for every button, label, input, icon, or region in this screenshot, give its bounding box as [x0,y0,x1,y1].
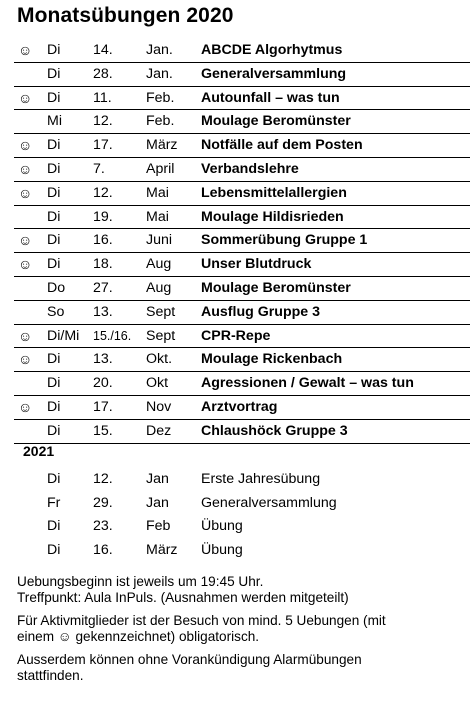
schedule-2021-table [14,468,470,562]
row-event: Sommerübung Gruppe 1 [201,232,368,249]
row-day: Fr [47,494,61,511]
table-row [14,515,470,539]
row-month: Nov [146,398,172,415]
row-date: 16. [93,232,113,249]
row-date: 29. [93,494,113,511]
row-event: Erste Jahresübung [201,471,321,487]
row-event: Übung [201,541,243,558]
row-date: 12. [93,184,113,201]
row-event: Arztvortrag [201,398,278,415]
table-row [14,277,470,301]
row-day: Di [47,541,61,558]
row-event: Moulage Beromünster [201,113,351,130]
table-row [14,325,470,349]
table-row [14,372,470,396]
row-day: Di [47,89,61,106]
note-obligation-line-2: einem ☺ gekennzeichnet) obligatorisch. [17,629,260,644]
row-day: Di [47,208,61,225]
table-row [14,468,470,492]
table-row [14,63,470,87]
note-obligation-line-1: Für Aktivmitglieder ist der Besuch von mind. 5 Uebungen (mit [17,613,386,628]
smiley-icon: ☺ [18,256,33,273]
row-day: Di [47,471,61,487]
row-day: Di [47,65,61,82]
row-date: 7. [93,160,105,177]
note-alarm-line-2: stattfinden. [17,668,84,683]
table-row [14,87,470,111]
smiley-icon: ☺ [18,232,33,249]
table-row [14,396,470,420]
row-date: 16. [93,541,113,558]
row-date: 15./16. [93,328,132,343]
row-month: Jan [146,494,169,511]
row-month: Feb. [146,113,175,130]
row-date: 28. [93,65,113,82]
row-day: Do [47,279,66,296]
row-month: Mai [146,184,169,201]
note-meeting-point: Treffpunkt: Aula InPuls. (Ausnahmen werden mitgeteilt) [17,590,349,605]
row-event: Moulage Beromünster [201,279,351,296]
row-day: Di [47,42,61,58]
row-event: Lebensmittelallergien [201,184,347,201]
row-date: 13. [93,351,113,368]
row-date: 14. [93,42,113,58]
table-row [14,158,470,182]
row-date: 13. [93,303,113,320]
row-month: Okt [146,375,169,392]
row-event: Generalversammlung [201,65,347,82]
row-event: Moulage Hildisrieden [201,208,344,225]
table-row [14,492,470,516]
row-day: Di [47,518,61,534]
smiley-icon: ☺ [18,398,33,415]
row-month: Jan [146,471,169,487]
row-event: Notfälle auf dem Posten [201,137,363,154]
row-day: Di [47,375,61,392]
row-date: 17. [93,137,113,154]
table-row [14,206,470,230]
row-date: 11. [93,89,112,106]
row-day: So [47,303,65,320]
row-event: Übung [201,518,243,534]
row-event: CPR-Repe [201,327,271,344]
row-day: Di [47,160,61,177]
table-row [14,348,470,372]
table-row [14,253,470,277]
row-event: ABCDE Algorhytmus [201,42,343,58]
smiley-icon: ☺ [18,327,33,344]
row-event: Chlaushöck Gruppe 3 [201,422,348,439]
notes-section [17,574,462,684]
row-day: Di [47,232,61,249]
row-month: Dez [146,422,172,439]
row-event: Ausflug Gruppe 3 [201,303,321,320]
note-start-time: Uebungsbeginn ist jeweils um 19:45 Uhr. [17,574,264,589]
smiley-icon: ☺ [18,42,33,58]
table-row [14,39,470,63]
row-day: Di [47,184,61,201]
row-day: Di [47,398,61,415]
row-event: Generalversammlung [201,494,337,511]
row-month: Jan. [146,65,173,82]
row-day: Di [47,351,61,368]
table-row [14,420,470,444]
notes-paragraph-alarm [17,652,462,684]
table-row [14,301,470,325]
table-row [14,182,470,206]
row-month: Aug [146,279,172,296]
row-day: Di [47,256,61,273]
page-title: Monatsübungen 2020 [17,4,234,27]
row-event: Unser Blutdruck [201,256,312,273]
row-month: März [146,137,178,154]
row-event: Agressionen / Gewalt – was tun [201,375,414,392]
smiley-icon: ☺ [18,351,33,368]
row-day: Di [47,137,61,154]
row-date: 18. [93,256,113,273]
schedule-2020-table [14,39,470,444]
row-event: Autounfall – was tun [201,89,340,106]
row-event: Verbandslehre [201,160,299,177]
smiley-icon: ☺ [18,137,33,154]
row-date: 15. [93,422,113,439]
table-row [14,110,470,134]
row-month: Sept [146,327,176,344]
row-event: Moulage Rickenbach [201,351,343,368]
row-day: Di/Mi [47,327,80,344]
row-date: 19. [93,208,113,225]
row-month: Sept [146,303,176,320]
row-month: Feb [146,518,171,534]
row-date: 20. [93,375,113,392]
note-alarm-line-1: Ausserdem können ohne Vorankündigung Alarmübungen [17,652,362,667]
table-row [14,539,470,563]
row-day: Mi [47,113,62,130]
row-date: 23. [93,518,113,534]
row-day: Di [47,422,61,439]
row-date: 17. [93,398,113,415]
row-month: Okt. [146,351,173,368]
row-date: 27. [93,279,113,296]
row-month: Aug [146,256,172,273]
notes-paragraph-obligation [17,613,462,645]
smiley-icon: ☺ [18,160,33,177]
table-row [14,134,470,158]
row-date: 12. [93,113,113,130]
row-month: Juni [146,232,173,249]
smiley-icon: ☺ [18,89,33,106]
row-month: Mai [146,208,169,225]
year-2021-heading: 2021 [23,443,55,459]
row-month: April [146,160,175,177]
table-row [14,229,470,253]
row-month: März [146,541,178,558]
row-month: Jan. [146,42,173,58]
row-month: Feb. [146,89,175,106]
notes-paragraph-time-place [17,574,462,606]
row-date: 12. [93,471,113,487]
smiley-icon: ☺ [18,184,33,201]
